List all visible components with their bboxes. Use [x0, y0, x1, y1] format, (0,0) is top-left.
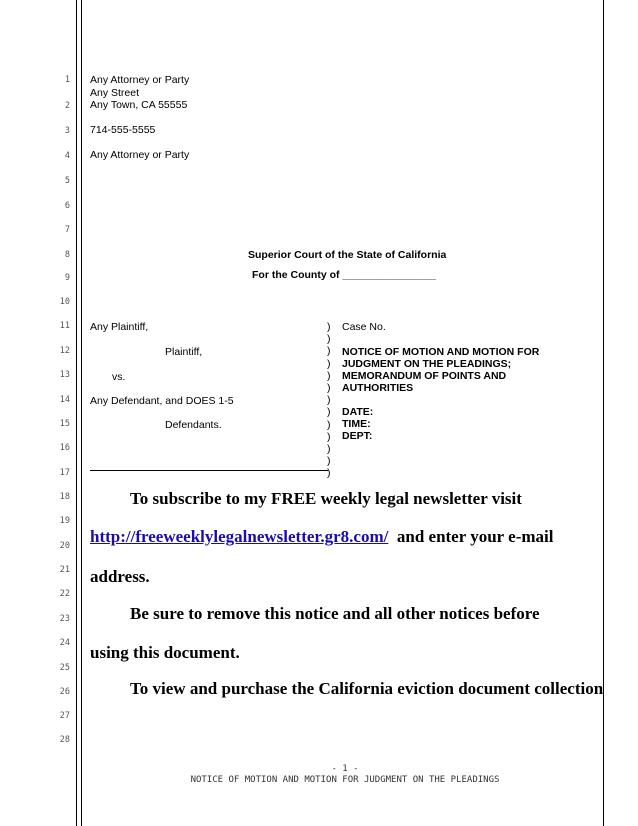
paren: )	[327, 406, 331, 419]
line-number: 2	[64, 101, 70, 111]
line-number: 23	[59, 614, 70, 624]
line-number: 10	[59, 297, 70, 307]
court-name: Superior Court of the State of California	[248, 249, 447, 261]
line-number: 17	[59, 468, 70, 478]
line-number: 12	[59, 346, 70, 356]
line-number: 20	[59, 541, 70, 551]
footer-title: NOTICE OF MOTION AND MOTION FOR JUDGMENT ON THE PLEADINGS	[190, 775, 500, 785]
line-number: 3	[64, 126, 70, 136]
case-number-label: Case No.	[342, 321, 386, 333]
plaintiff-label: Plaintiff,	[165, 346, 203, 358]
line-number: 26	[59, 687, 70, 697]
line-number: 27	[59, 711, 70, 721]
newsletter-link-suffix: and enter your e-mail	[396, 527, 554, 546]
caption-underline	[90, 470, 328, 471]
newsletter-line	[90, 527, 553, 547]
paren: )	[327, 394, 331, 407]
view-collection-text: To view and purchase the California eviction document collection	[130, 679, 604, 698]
line-number: 25	[59, 663, 70, 673]
line-number: 18	[59, 492, 70, 502]
line-number: 16	[59, 443, 70, 453]
line-number: 1	[64, 75, 70, 85]
paren: )	[327, 455, 331, 468]
line-number: 6	[64, 201, 70, 211]
hearing-dept-label: DEPT:	[342, 430, 373, 442]
line-number: 4	[64, 151, 70, 161]
line-number: 7	[64, 225, 70, 235]
plaintiff-name: Any Plaintiff,	[90, 321, 149, 333]
line-number: 24	[59, 638, 70, 648]
paren: )	[327, 369, 331, 382]
newsletter-link[interactable]: http://freeweeklylegalnewsletter.gr8.com/	[90, 527, 389, 546]
right-margin-rule	[603, 0, 604, 826]
court-county: For the County of ________________	[252, 269, 436, 281]
document-title-line: AUTHORITIES	[342, 382, 414, 394]
paren: )	[327, 357, 331, 370]
line-number: 19	[59, 516, 70, 526]
line-number: 28	[59, 735, 70, 745]
left-margin-rule-inner	[81, 0, 82, 826]
page-number: - 1 -	[331, 764, 359, 774]
paren: )	[327, 345, 331, 358]
defendant-name: Any Defendant, and DOES 1-5	[90, 395, 234, 407]
address-text: address.	[90, 567, 150, 586]
document-title-line: JUDGMENT ON THE PLEADINGS;	[342, 358, 512, 370]
paren: )	[327, 418, 331, 431]
versus: vs.	[112, 371, 126, 383]
line-number: 13	[59, 370, 70, 380]
attorney-city: Any Town, CA 55555	[90, 99, 188, 111]
defendant-label: Defendants.	[165, 419, 222, 431]
hearing-date-label: DATE:	[342, 406, 374, 418]
hearing-time-label: TIME:	[342, 418, 371, 430]
document-title-line: NOTICE OF MOTION AND MOTION FOR	[342, 346, 540, 358]
line-number: 8	[64, 250, 70, 260]
left-margin-rule-outer	[76, 0, 77, 826]
paren: )	[327, 333, 331, 346]
remove-notice-text: Be sure to remove this notice and all other notices before	[130, 604, 540, 623]
attorney-phone: 714-555-5555	[90, 124, 156, 136]
paren: )	[327, 430, 331, 443]
paren: )	[327, 442, 331, 455]
line-number: 11	[59, 321, 70, 331]
caption-parentheses	[327, 321, 335, 479]
line-number: 21	[59, 565, 70, 575]
attorney-name: Any Attorney or Party	[90, 74, 190, 86]
paren: )	[327, 467, 331, 480]
subscribe-text: To subscribe to my FREE weekly legal newsletter visit	[130, 489, 522, 508]
document-title-line: MEMORANDUM OF POINTS AND	[342, 370, 507, 382]
line-number: 5	[64, 176, 70, 186]
line-number: 22	[59, 589, 70, 599]
paren: )	[327, 381, 331, 394]
attorney-for: Any Attorney or Party	[90, 149, 190, 161]
using-document-text: using this document.	[90, 643, 240, 662]
line-number: 9	[64, 273, 70, 283]
attorney-street: Any Street	[90, 87, 140, 99]
paren: )	[327, 321, 331, 333]
line-number: 15	[59, 419, 70, 429]
line-number: 14	[59, 395, 70, 405]
